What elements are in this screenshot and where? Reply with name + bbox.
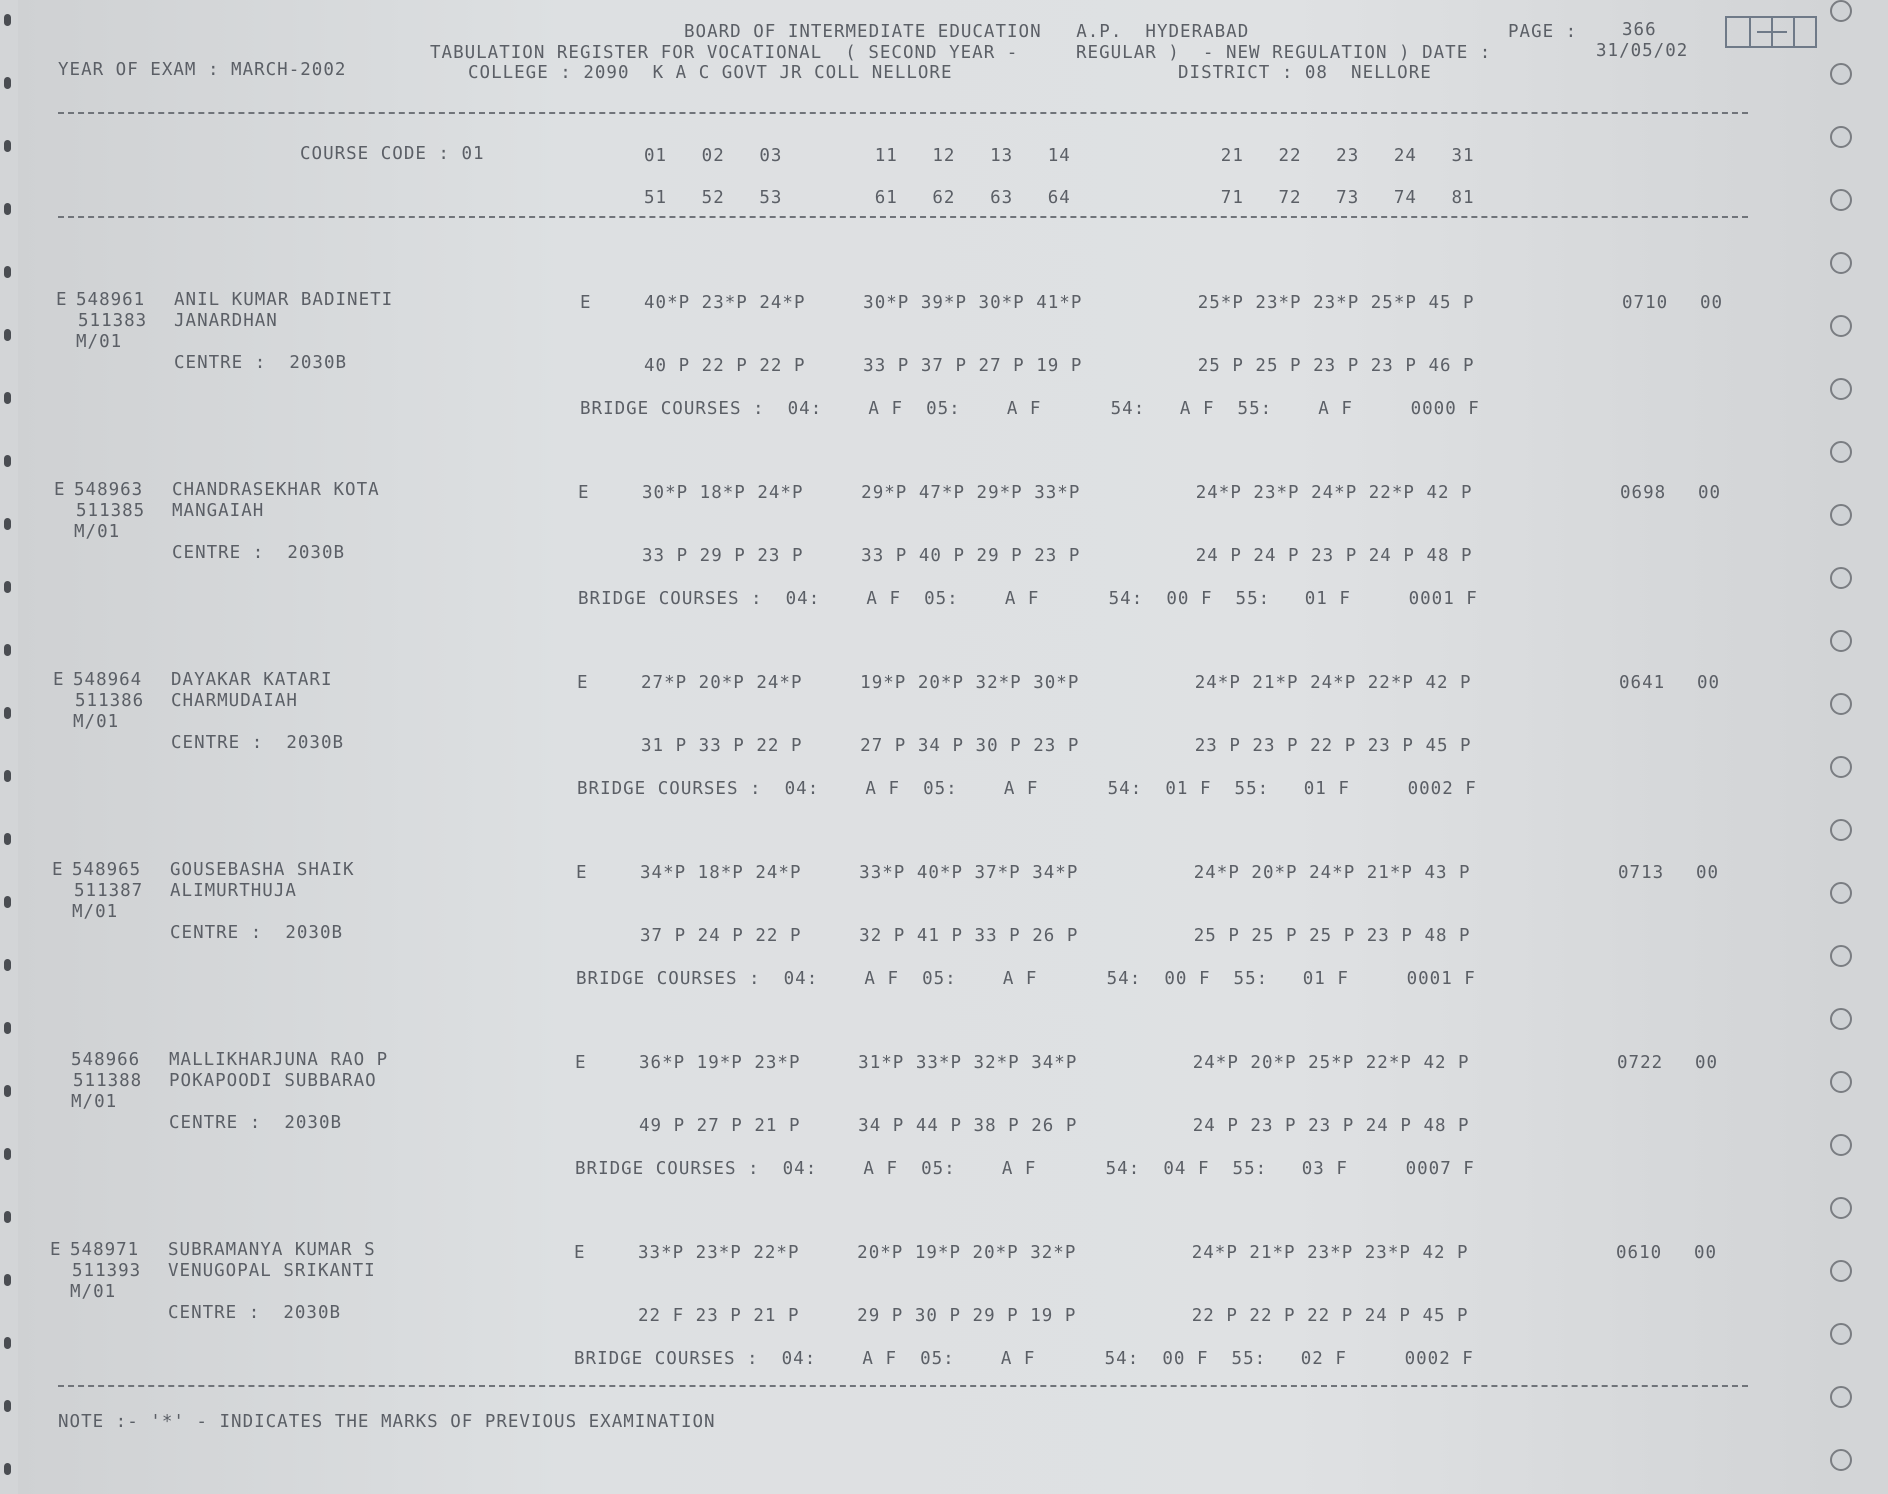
- board-title: BOARD OF INTERMEDIATE EDUCATION A.P. HYDERABAD: [684, 22, 1250, 42]
- student-prefix: E: [52, 860, 64, 880]
- feed-hole: [1830, 252, 1852, 274]
- college-line: COLLEGE : 2090 K A C GOVT JR COLL NELLORE: [468, 63, 953, 83]
- bridge-courses: BRIDGE COURSES : 04: A F 05: A F 54: 00 F 55: 01 F 0001 F: [578, 589, 1478, 609]
- binding-mark: [4, 833, 11, 845]
- marks-row-1: 30*P 18*P 24*P 29*P 47*P 29*P 33*P 24*P 23*P 24*P 22*P 42 P: [642, 483, 1473, 503]
- student-reg-no: 548966: [71, 1050, 141, 1070]
- binding-mark: [4, 14, 11, 26]
- student-reg-no: 548965: [72, 860, 142, 880]
- student-reg-no: 548961: [76, 290, 146, 310]
- exam-flag: E: [580, 293, 592, 313]
- marks-row-2: 37 P 24 P 22 P 32 P 41 P 33 P 26 P 25 P 25 P 25 P 23 P 48 P: [640, 926, 1471, 946]
- marks-row-2: 40 P 22 P 22 P 33 P 37 P 27 P 19 P 25 P 25 P 23 P 23 P 46 P: [644, 356, 1475, 376]
- feed-hole: [1830, 441, 1852, 463]
- feed-hole: [1830, 882, 1852, 904]
- parent-name: CHARMUDAIAH: [171, 691, 298, 711]
- binding-mark: [4, 959, 11, 971]
- student-name: ANIL KUMAR BADINETI: [174, 290, 394, 310]
- student-name: GOUSEBASHA SHAIK: [170, 860, 355, 880]
- feed-hole: [1830, 567, 1852, 589]
- binding-mark: [4, 1148, 11, 1160]
- parent-name: MANGAIAH: [172, 501, 265, 521]
- centre-code: CENTRE : 2030B: [174, 353, 348, 373]
- medium-code: M/01: [73, 712, 120, 732]
- bridge-courses: BRIDGE COURSES : 04: A F 05: A F 54: A F 55: A F 0000 F: [580, 399, 1480, 419]
- feed-hole: [1830, 1008, 1852, 1030]
- student-prefix: E: [50, 1240, 62, 1260]
- binding-mark: [4, 140, 11, 152]
- divider-bottom: [58, 1385, 1748, 1387]
- grand-total: 0641: [1619, 673, 1666, 693]
- student-roll-no: 511388: [73, 1071, 143, 1091]
- binding-mark: [4, 455, 11, 467]
- medium-code: M/01: [72, 902, 119, 922]
- course-code-label: COURSE CODE : 01: [300, 144, 485, 164]
- feed-hole: [1830, 1134, 1852, 1156]
- feed-hole: [1830, 693, 1852, 715]
- parent-name: POKAPOODI SUBBARAO: [169, 1071, 377, 1091]
- feed-hole: [1830, 1449, 1852, 1471]
- grand-total: 0698: [1620, 483, 1667, 503]
- exam-flag: E: [578, 483, 590, 503]
- centre-code: CENTRE : 2030B: [170, 923, 344, 943]
- bridge-courses: BRIDGE COURSES : 04: A F 05: A F 54: 00 F 55: 02 F 0002 F: [574, 1349, 1474, 1369]
- page-label: PAGE :: [1508, 22, 1578, 42]
- student-prefix: E: [53, 670, 65, 690]
- medium-code: M/01: [71, 1092, 118, 1112]
- student-roll-no: 511386: [75, 691, 145, 711]
- binding-mark: [4, 707, 11, 719]
- feed-hole: [1830, 126, 1852, 148]
- student-name: SUBRAMANYA KUMAR S: [168, 1240, 376, 1260]
- medium-code: M/01: [76, 332, 123, 352]
- binding-mark: [4, 518, 11, 530]
- binding-mark: [4, 266, 11, 278]
- feed-hole: [1830, 189, 1852, 211]
- student-prefix: E: [56, 290, 68, 310]
- centre-code: CENTRE : 2030B: [172, 543, 346, 563]
- page-number: 366: [1622, 20, 1657, 40]
- marks-row-1: 33*P 23*P 22*P 20*P 19*P 20*P 32*P 24*P 21*P 23*P 23*P 42 P: [638, 1243, 1469, 1263]
- print-date: 31/05/02: [1596, 41, 1689, 61]
- student-roll-no: 511385: [76, 501, 146, 521]
- feed-hole: [1830, 1197, 1852, 1219]
- binding-mark: [4, 1400, 11, 1412]
- feed-hole: [1830, 1386, 1852, 1408]
- parent-name: ALIMURTHUJA: [170, 881, 297, 901]
- bridge-courses: BRIDGE COURSES : 04: A F 05: A F 54: 01 F 55: 01 F 0002 F: [577, 779, 1477, 799]
- student-reg-no: 548971: [70, 1240, 140, 1260]
- grand-total: 0710: [1622, 293, 1669, 313]
- binding-mark: [4, 1085, 11, 1097]
- binding-mark: [4, 581, 11, 593]
- marks-row-2: 49 P 27 P 21 P 34 P 44 P 38 P 26 P 24 P 23 P 23 P 24 P 48 P: [639, 1116, 1470, 1136]
- feed-hole: [1830, 315, 1852, 337]
- register-sheet: [18, 0, 1840, 1494]
- rank-code: 00: [1695, 1053, 1719, 1073]
- marks-row-1: 40*P 23*P 24*P 30*P 39*P 30*P 41*P 25*P 23*P 23*P 25*P 45 P: [644, 293, 1475, 313]
- corner-stamp: [1725, 16, 1817, 48]
- feed-hole: [1830, 756, 1852, 778]
- divider-header: [58, 216, 1748, 218]
- medium-code: M/01: [70, 1282, 117, 1302]
- student-name: CHANDRASEKHAR KOTA: [172, 480, 380, 500]
- binding-mark: [4, 392, 11, 404]
- binding-mark: [4, 1022, 11, 1034]
- footnote: NOTE :- '*' - INDICATES THE MARKS OF PREVIOUS EXAMINATION: [58, 1412, 716, 1432]
- register-title: TABULATION REGISTER FOR VOCATIONAL ( SECOND YEAR - REGULAR ) - NEW REGULATION ) DATE :: [430, 43, 1492, 63]
- binding-mark: [4, 1463, 11, 1475]
- binding-mark: [4, 770, 11, 782]
- binding-mark: [4, 1274, 11, 1286]
- student-prefix: E: [54, 480, 66, 500]
- binding-mark: [4, 1211, 11, 1223]
- exam-flag: E: [576, 863, 588, 883]
- exam-flag: E: [575, 1053, 587, 1073]
- marks-row-1: 36*P 19*P 23*P 31*P 33*P 32*P 34*P 24*P 20*P 25*P 22*P 42 P: [639, 1053, 1470, 1073]
- binding-mark: [4, 1337, 11, 1349]
- centre-code: CENTRE : 2030B: [171, 733, 345, 753]
- divider-top: [58, 112, 1748, 114]
- grand-total: 0713: [1618, 863, 1665, 883]
- binding-mark: [4, 203, 11, 215]
- centre-code: CENTRE : 2030B: [169, 1113, 343, 1133]
- binding-mark: [4, 896, 11, 908]
- feed-hole: [1830, 378, 1852, 400]
- rank-code: 00: [1700, 293, 1724, 313]
- feed-hole: [1830, 0, 1852, 22]
- parent-name: JANARDHAN: [174, 311, 278, 331]
- student-reg-no: 548964: [73, 670, 143, 690]
- binding-mark: [4, 77, 11, 89]
- year-of-exam: YEAR OF EXAM : MARCH-2002: [58, 60, 347, 80]
- student-name: MALLIKHARJUNA RAO P: [169, 1050, 389, 1070]
- feed-hole: [1830, 1323, 1852, 1345]
- feed-hole: [1830, 1071, 1852, 1093]
- marks-row-2: 31 P 33 P 22 P 27 P 34 P 30 P 23 P 23 P 23 P 22 P 23 P 45 P: [641, 736, 1472, 756]
- student-name: DAYAKAR KATARI: [171, 670, 333, 690]
- marks-row-1: 27*P 20*P 24*P 19*P 20*P 32*P 30*P 24*P 21*P 24*P 22*P 42 P: [641, 673, 1472, 693]
- grand-total: 0610: [1616, 1243, 1663, 1263]
- course-codes-row1: 01 02 03 11 12 13 14 21 22 23 24 31: [644, 146, 1475, 166]
- feed-hole: [1830, 63, 1852, 85]
- feed-hole: [1830, 504, 1852, 526]
- rank-code: 00: [1694, 1243, 1718, 1263]
- medium-code: M/01: [74, 522, 121, 542]
- binding-mark: [4, 329, 11, 341]
- marks-row-1: 34*P 18*P 24*P 33*P 40*P 37*P 34*P 24*P 20*P 24*P 21*P 43 P: [640, 863, 1471, 883]
- feed-hole: [1830, 819, 1852, 841]
- feed-hole: [1830, 945, 1852, 967]
- marks-row-2: 33 P 29 P 23 P 33 P 40 P 29 P 23 P 24 P 24 P 23 P 24 P 48 P: [642, 546, 1473, 566]
- exam-flag: E: [574, 1243, 586, 1263]
- rank-code: 00: [1696, 863, 1720, 883]
- student-roll-no: 511387: [74, 881, 144, 901]
- course-codes-row2: 51 52 53 61 62 63 64 71 72 73 74 81: [644, 188, 1475, 208]
- bridge-courses: BRIDGE COURSES : 04: A F 05: A F 54: 04 F 55: 03 F 0007 F: [575, 1159, 1475, 1179]
- district-line: DISTRICT : 08 NELLORE: [1178, 63, 1432, 83]
- feed-hole: [1830, 1260, 1852, 1282]
- student-roll-no: 511393: [72, 1261, 142, 1281]
- marks-row-2: 22 F 23 P 21 P 29 P 30 P 29 P 19 P 22 P 22 P 22 P 24 P 45 P: [638, 1306, 1469, 1326]
- parent-name: VENUGOPAL SRIKANTI: [168, 1261, 376, 1281]
- exam-flag: E: [577, 673, 589, 693]
- centre-code: CENTRE : 2030B: [168, 1303, 342, 1323]
- bridge-courses: BRIDGE COURSES : 04: A F 05: A F 54: 00 F 55: 01 F 0001 F: [576, 969, 1476, 989]
- student-roll-no: 511383: [78, 311, 148, 331]
- rank-code: 00: [1698, 483, 1722, 503]
- grand-total: 0722: [1617, 1053, 1664, 1073]
- rank-code: 00: [1697, 673, 1721, 693]
- binding-mark: [4, 644, 11, 656]
- student-reg-no: 548963: [74, 480, 144, 500]
- feed-hole: [1830, 630, 1852, 652]
